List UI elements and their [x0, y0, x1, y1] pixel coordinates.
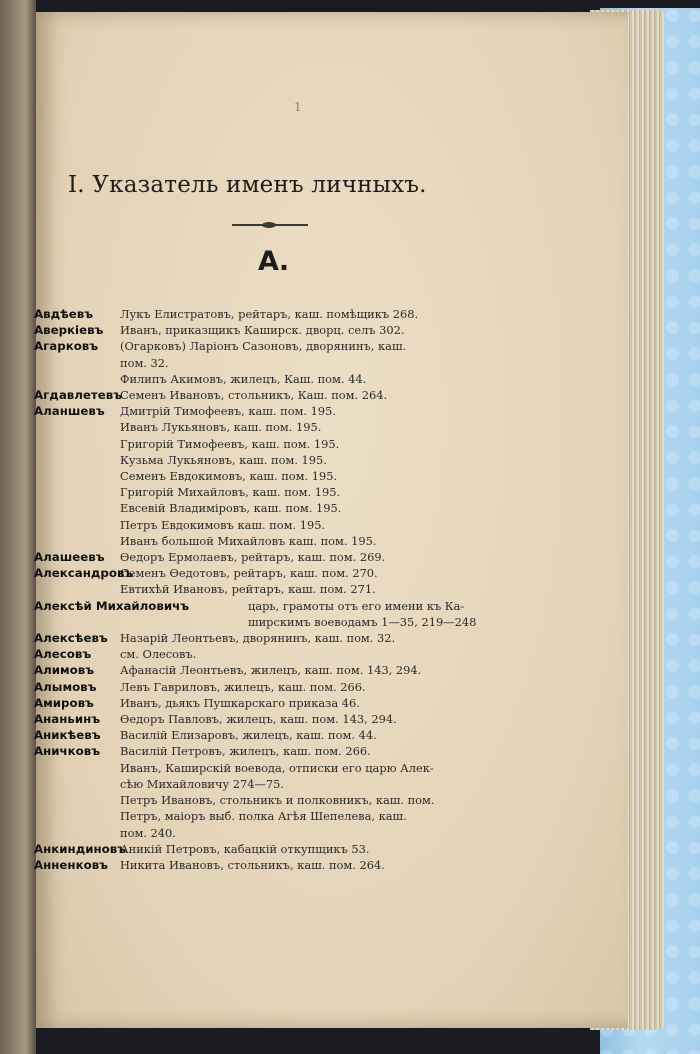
index-entry	[36, 679, 596, 695]
entry-description: Иванъ, дьякъ Пушкарскаго приказа 46.	[120, 695, 360, 710]
entry-description: сѣю Михайловичу 274—75.	[120, 776, 285, 791]
entry-description: Иванъ Лукьяновъ, каш. пом. 195.	[120, 420, 322, 435]
entry-surname: Авдѣевъ	[34, 307, 94, 321]
entry-description: Григорій Михайловъ, каш. пом. 195.	[120, 485, 341, 500]
index-entry	[36, 322, 596, 338]
entry-description: Евсевій Владиміровъ, каш. пом. 195.	[120, 501, 342, 516]
entry-surname: Алымовъ	[34, 679, 97, 694]
index-entry	[36, 436, 596, 452]
entry-description: царь, грамоты отъ его имени къ Ка-	[248, 598, 465, 613]
entry-surname: Аничковъ	[34, 744, 101, 759]
entry-description: Лукъ Елистратовъ, рейтаръ, каш. помѣщикъ 268.	[120, 307, 419, 321]
entry-description: пом. 240.	[120, 825, 176, 840]
index-entry	[36, 306, 596, 322]
entry-surname: Агдавлетевъ	[34, 388, 123, 403]
index-entry	[36, 727, 596, 743]
entry-description: пом. 32.	[120, 355, 169, 370]
page-number: 1	[294, 100, 302, 114]
index-entry	[36, 646, 596, 662]
entry-description: Назарій Леонтьевъ, дворянинъ, каш. пом. 32.	[120, 631, 396, 646]
index-entry	[36, 808, 596, 824]
index-entry	[36, 857, 596, 873]
section-letter: А.	[258, 246, 290, 277]
index-entry	[36, 825, 596, 841]
index-entry	[36, 500, 596, 516]
book-page	[36, 12, 628, 1028]
entry-description: Аникій Петровъ, кабацкій откупщикъ 53.	[120, 841, 370, 856]
index-entry	[36, 533, 596, 549]
index-title: I. Указатель именъ личныхъ.	[68, 172, 427, 198]
entry-description: Григорій Тимофеевъ, каш. пом. 195.	[120, 436, 340, 451]
index-entry	[36, 841, 596, 857]
entry-description: Ѳедоръ Павловъ, жилецъ, каш. пом. 143, 294.	[120, 712, 397, 727]
index-entry	[36, 484, 596, 500]
entry-description: Левъ Гавриловъ, жилецъ, каш. пом. 266.	[120, 679, 366, 694]
index-entry	[36, 452, 596, 468]
entry-description: Василій Петровъ, жилецъ, каш. пом. 266.	[120, 744, 371, 759]
index-entry	[36, 743, 596, 759]
entry-surname: Анненковъ	[34, 857, 109, 872]
index-entry	[36, 403, 596, 419]
entry-description: Афанасій Леонтьевъ, жилецъ, каш. пом. 143, 294.	[120, 663, 422, 678]
entry-surname: Алексѣевъ	[34, 631, 108, 646]
entry-description: Семенъ Ивановъ, стольникъ, Каш. пом. 264.	[120, 388, 388, 403]
bleed-through	[336, 140, 337, 141]
index-entry	[36, 598, 596, 614]
entry-surname: Алимовъ	[34, 663, 95, 678]
title-ornament	[232, 224, 308, 226]
entry-description: см. Олесовъ.	[120, 647, 197, 662]
entry-surname: Амировъ	[34, 695, 94, 710]
index-entry	[36, 387, 596, 403]
entry-surname: Аланшевъ	[34, 404, 105, 419]
entry-surname: Аверкіевъ	[34, 323, 104, 338]
index-entry	[36, 468, 596, 484]
entry-description: Кузьма Лукьяновъ, каш. пом. 195.	[120, 452, 327, 467]
entry-surname: Алексѣй Михайловичъ	[34, 598, 190, 613]
entry-surname: Алашеевъ	[34, 550, 105, 565]
index-entry	[36, 517, 596, 533]
entry-description: Ѳедоръ Ермолаевъ, рейтаръ, каш. пом. 269.	[120, 550, 386, 565]
entry-description: Евтихѣй Ивановъ, рейтаръ, каш. пом. 271.	[120, 582, 376, 597]
index-entry	[36, 630, 596, 646]
entry-surname: Анкиндиновъ	[34, 841, 127, 856]
entry-description: ширскимъ воеводамъ 1—35, 219—248	[248, 614, 477, 629]
entry-description: Семенъ Ѳедотовъ, рейтаръ, каш. пом. 270.	[120, 566, 378, 581]
entry-surname: Ананьинъ	[34, 712, 101, 727]
entry-description: Петръ Ивановъ, стольникъ и полковникъ, каш. пом.	[120, 793, 435, 808]
entry-surname: Алесовъ	[34, 647, 92, 662]
index-entry	[36, 662, 596, 678]
entry-description: Иванъ, приказщикъ Каширск. дворц. селъ 302.	[120, 323, 405, 338]
index-entry	[36, 355, 596, 371]
facing-page-edge	[0, 0, 36, 1054]
entry-description: (Огарковъ) Ларіонъ Сазоновъ, дворянинъ, каш.	[120, 339, 407, 354]
entry-surname: Агарковъ	[34, 339, 99, 354]
index-entry	[36, 581, 596, 597]
entry-description: Петръ, маіоръ выб. полка Агѣя Шепелева, каш.	[120, 809, 407, 824]
index-entry	[36, 371, 596, 387]
index-entry	[36, 760, 596, 776]
index-entry	[36, 792, 596, 808]
index-entry	[36, 711, 596, 727]
index-entry	[36, 565, 596, 581]
entry-description: Иванъ, Каширскій воевода, отписки его царю Алек-	[120, 760, 434, 775]
entry-description: Иванъ большой Михайловъ каш. пом. 195.	[120, 533, 377, 548]
index-entry	[36, 549, 596, 565]
entry-description: Петръ Евдокимовъ каш. пом. 195.	[120, 517, 326, 532]
index-entry	[36, 776, 596, 792]
index-entry	[36, 695, 596, 711]
entry-surname: Александровъ	[34, 566, 134, 581]
index-entries	[36, 306, 596, 873]
entry-description: Василій Елизаровъ, жилецъ, каш. пом. 44.	[120, 728, 377, 743]
index-entry	[36, 614, 596, 630]
index-entry	[36, 419, 596, 435]
entry-description: Дмитрій Тимофеевъ, каш. пом. 195.	[120, 404, 337, 419]
entry-surname: Аникѣевъ	[34, 728, 101, 743]
index-entry	[36, 338, 596, 354]
entry-description: Филипъ Акимовъ, жилецъ, Каш. пом. 44.	[120, 371, 367, 386]
entry-description: Никита Ивановъ, стольникъ, каш. пом. 264.	[120, 857, 385, 872]
entry-description: Семенъ Евдокимовъ, каш. пом. 195.	[120, 469, 338, 484]
